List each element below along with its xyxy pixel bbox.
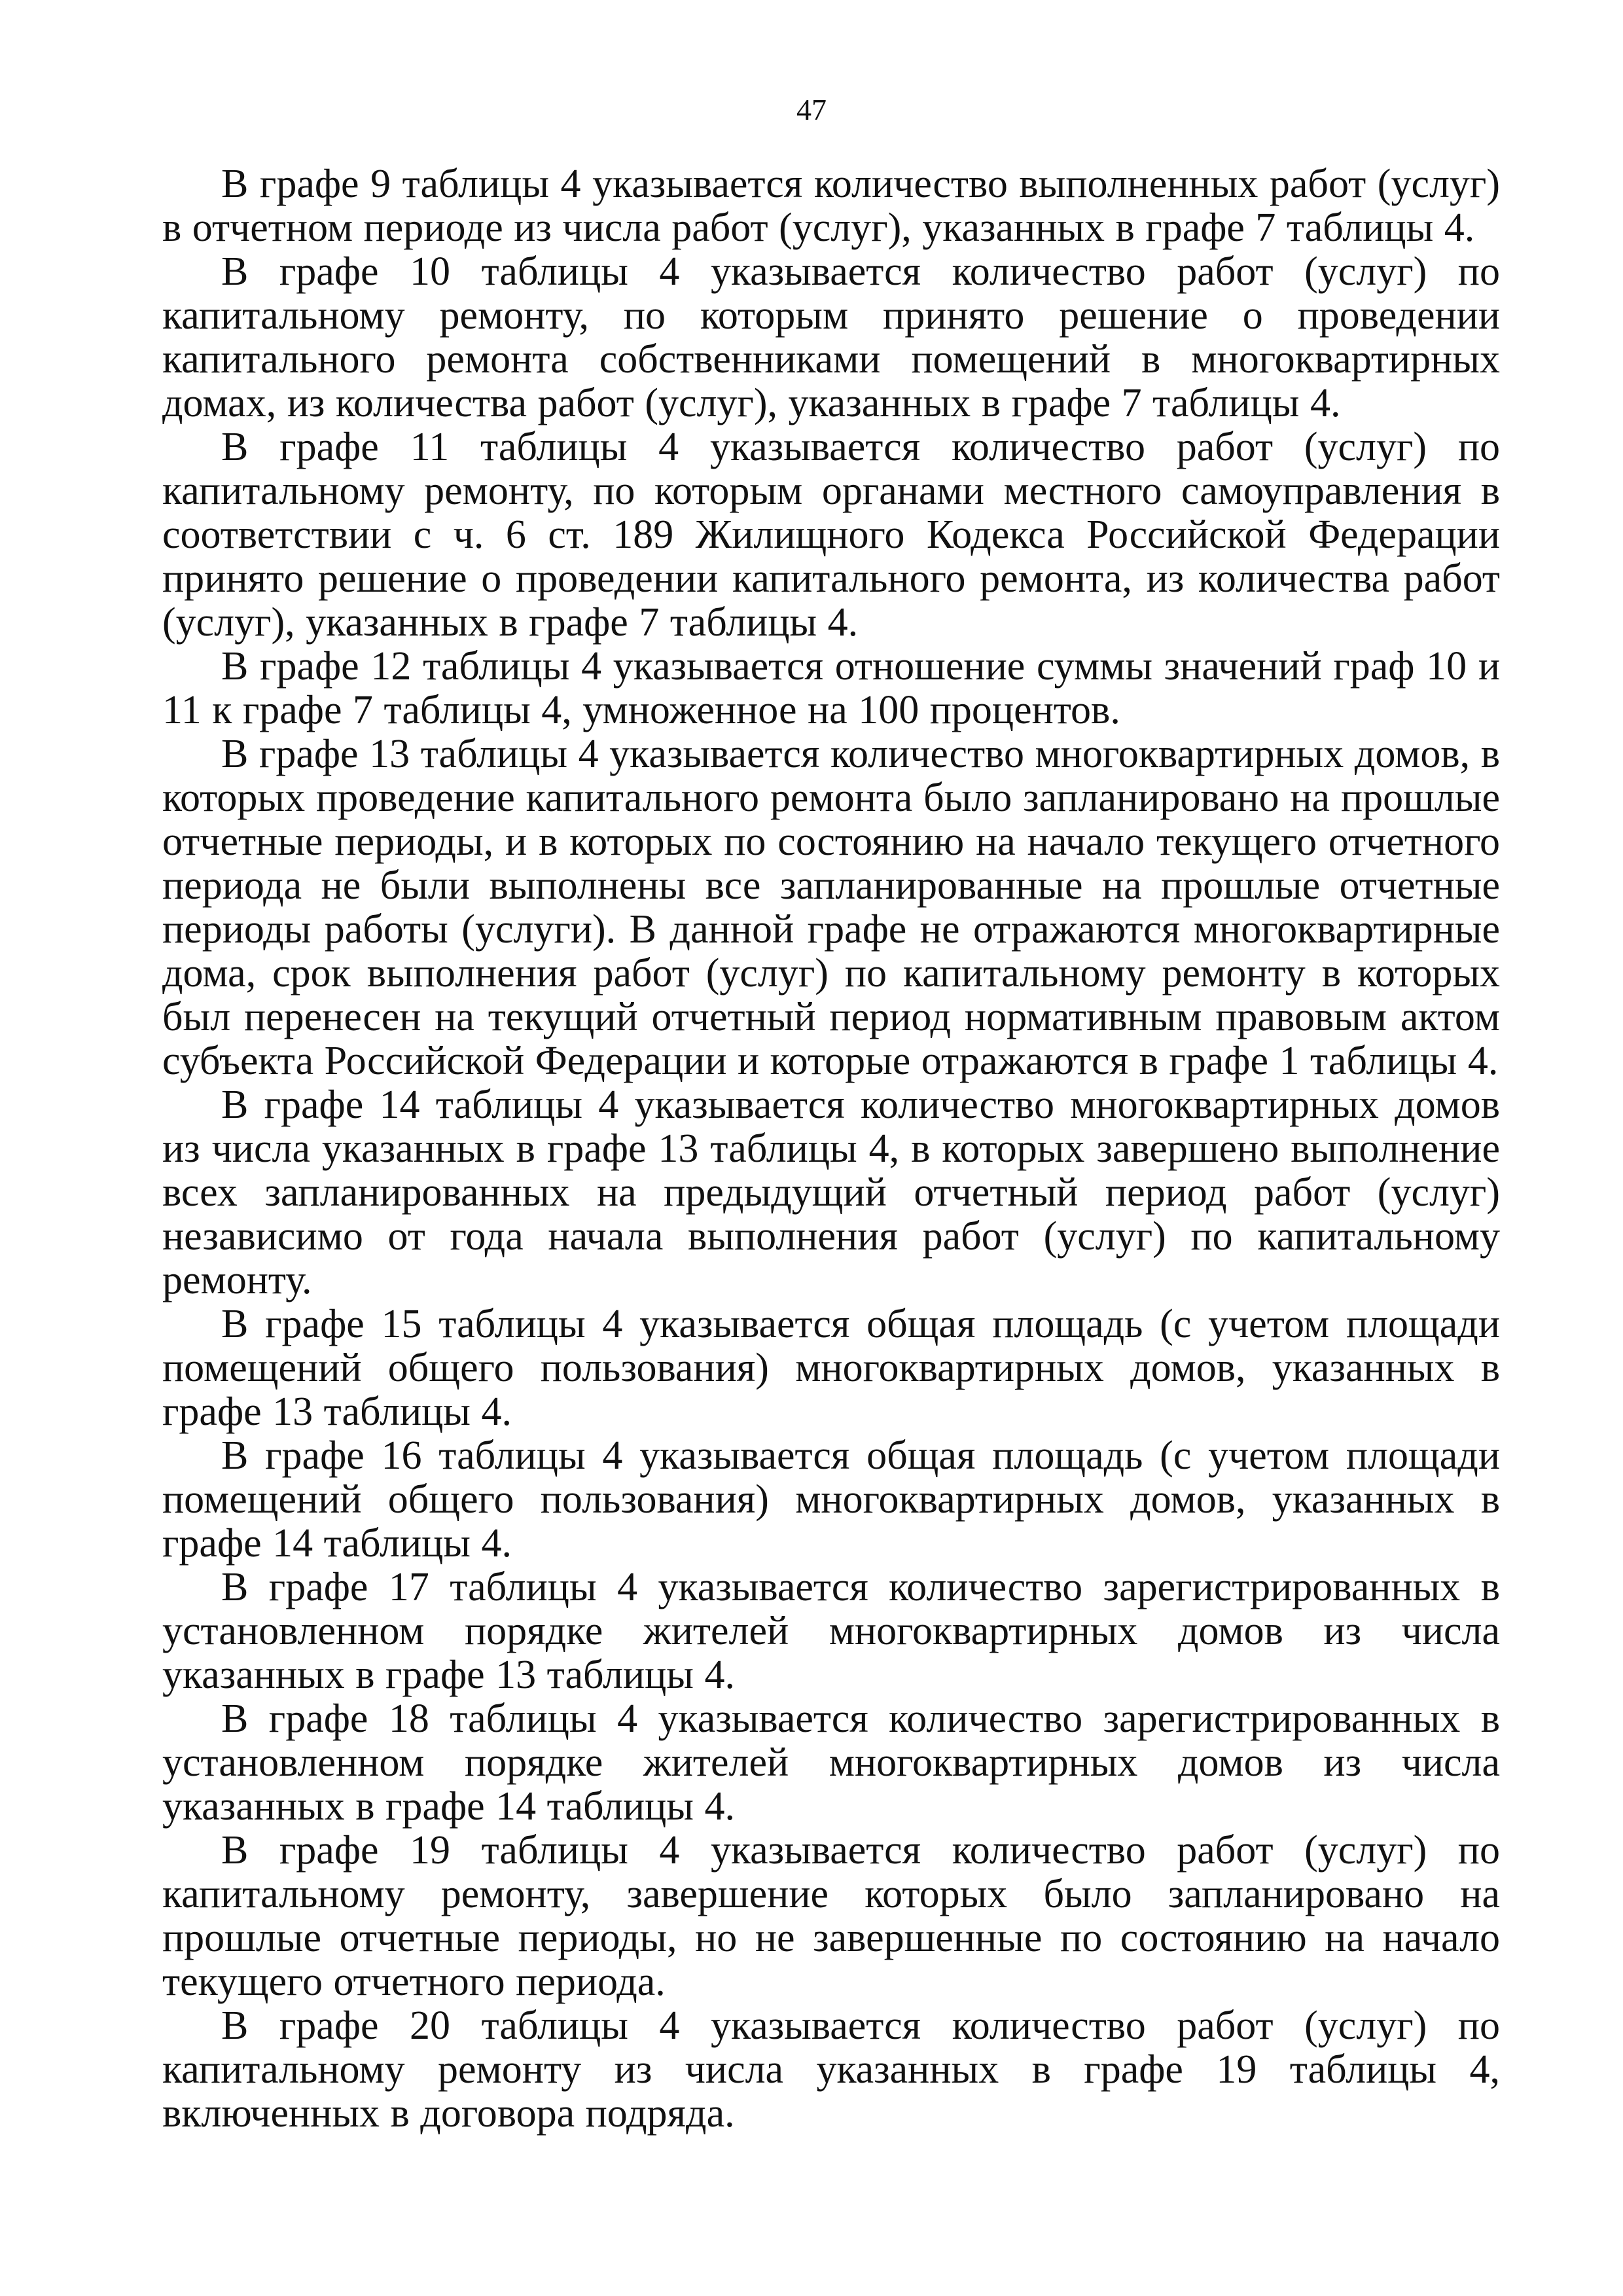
paragraph-graph-11: В графе 11 таблицы 4 указывается количество работ (услуг) по капитальному ремонту, по которым органами местного самоуправления в соответствии с ч. 6 ст. 189 Жилищного Кодекса Российской Федерации принято решение о проведении капитального ремонта, из количества работ (услуг), указанных в графе 7 таблицы 4. xyxy=(162,425,1500,645)
paragraph-graph-14: В графе 14 таблицы 4 указывается количество многоквартирных домов из числа указанных в графе 13 таблицы 4, в которых завершено выполнение всех запланированных на предыдущий отчетный период работ (услуг) независимо от года начала выполнения работ (услуг) по капитальному ремонту. xyxy=(162,1083,1500,1302)
paragraph-graph-15: В графе 15 таблицы 4 указывается общая площадь (с учетом площади помещений общего пользования) многоквартирных домов, указанных в графе 13 таблицы 4. xyxy=(162,1302,1500,1434)
paragraph-graph-12: В графе 12 таблицы 4 указывается отношение суммы значений граф 10 и 11 к графе 7 таблицы 4, умноженное на 100 процентов. xyxy=(162,644,1500,732)
paragraph-graph-13: В графе 13 таблицы 4 указывается количество многоквартирных домов, в которых проведение капитального ремонта было запланировано на прошлые отчетные периоды, и в которых по состоянию на начало текущего отчетного периода не были выполнены все запланированные на прошлые отчетные периоды работы (услуги). В данной графе не отражаются многоквартирные дома, срок выполнения работ (услуг) по капитальному ремонту в которых был перенесен на текущий отчетный период нормативным правовым актом субъекта Российской Федерации и которые отражаются в графе 1 таблицы 4. xyxy=(162,732,1500,1083)
paragraph-graph-16: В графе 16 таблицы 4 указывается общая площадь (с учетом площади помещений общего пользования) многоквартирных домов, указанных в графе 14 таблицы 4. xyxy=(162,1433,1500,1566)
paragraph-graph-17: В графе 17 таблицы 4 указывается количество зарегистрированных в установленном порядке жителей многоквартирных домов из числа указанных в графе 13 таблицы 4. xyxy=(162,1565,1500,1697)
paragraph-graph-20: В графе 20 таблицы 4 указывается количество работ (услуг) по капитальному ремонту из числа указанных в графе 19 таблицы 4, включенных в договора подряда. xyxy=(162,2003,1500,2136)
paragraph-graph-10: В графе 10 таблицы 4 указывается количество работ (услуг) по капитальному ремонту, по которым принято решение о проведении капитального ремонта собственниками помещений в многоквартирных домах, из количества работ (услуг), указанных в графе 7 таблицы 4. xyxy=(162,249,1500,425)
paragraph-graph-9: В графе 9 таблицы 4 указывается количество выполненных работ (услуг) в отчетном периоде из числа работ (услуг), указанных в графе 7 таблицы 4. xyxy=(162,162,1500,250)
document-body xyxy=(162,162,1500,2136)
paragraph-graph-18: В графе 18 таблицы 4 указывается количество зарегистрированных в установленном порядке жителей многоквартирных домов из числа указанных в графе 14 таблицы 4. xyxy=(162,1696,1500,1829)
paragraph-graph-19: В графе 19 таблицы 4 указывается количество работ (услуг) по капитальному ремонту, завершение которых было запланировано на прошлые отчетные периоды, но не завершенные по состоянию на начало текущего отчетного периода. xyxy=(162,1828,1500,2004)
page-number: 47 xyxy=(796,93,827,126)
